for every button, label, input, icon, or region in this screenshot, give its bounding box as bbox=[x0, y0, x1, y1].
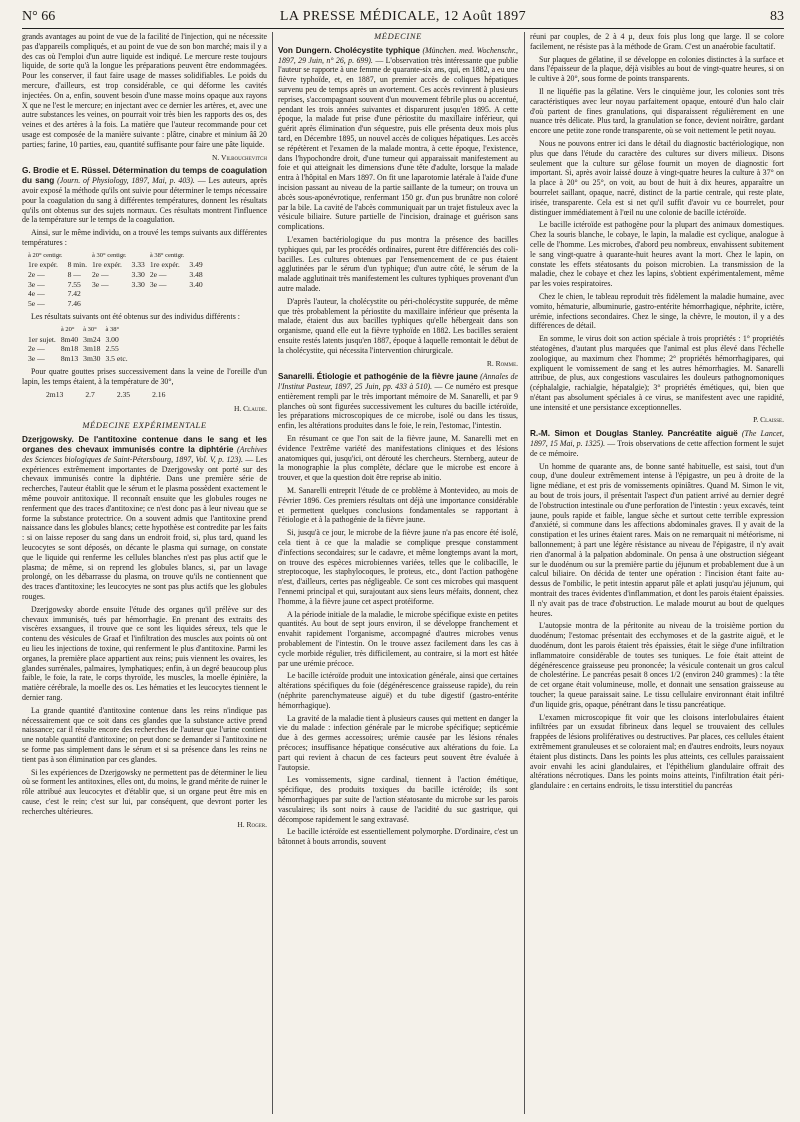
paragraph: Les résultats suivants ont été obtenus sur des individus différents : bbox=[31, 312, 240, 322]
table-cell: 3.40 bbox=[189, 279, 203, 289]
paragraph: — Trois observations de cette affection forment le sujet de ce mémoire. bbox=[530, 439, 784, 458]
table-cell: 1re expér. bbox=[149, 260, 180, 270]
article-author: G. Brodie et E. Rüssel. bbox=[22, 166, 111, 176]
table-row bbox=[46, 390, 170, 400]
table-cell: 8 min. bbox=[67, 260, 87, 270]
paragraph: La gravité de la maladie tient à plusieurs causes qui mettent en danger la vie du malade : infection générale par le microbe spécifique; septicémie due à des germes accessoires; urémie causée par les lésions rénales précoces; insuffisance hépatique consécutive aux altérations du foie. La part qui revient à chacun de ces facteurs peut souvent être évaluée à l'autopsie. bbox=[278, 713, 518, 772]
table-cell: 3e — bbox=[149, 279, 167, 289]
table-cell: à 20° bbox=[60, 326, 75, 334]
table-temperatures bbox=[28, 251, 208, 309]
table-cell: à 20° centigr. bbox=[28, 251, 63, 259]
section-heading: MÉDECINE EXPÉRIMENTALE bbox=[82, 420, 207, 431]
table-cell: 1re expér. bbox=[91, 260, 122, 270]
table-cell: 1re expér. bbox=[28, 260, 58, 270]
signature: H. Roger. bbox=[237, 819, 267, 829]
table-cell: 8 — bbox=[67, 269, 81, 279]
paragraph: Dzerjgowsky aborde ensuite l'étude des organes qu'il prélève sur des chevaux immunisés, tués par hémorrhagie. En prenant des extraits des viscères exsangues, il trouve que ce sont les liquides séreux, tels que le contenu des vésicules de Graaf et l'infiltration des muscles aux points où ont eu lieu les injections de toxine, qui renferment le plus d'antitoxine. Parmi les organes, la première place appartient aux reins; puis viennent les ovaires, les glandes surrénales, palmaires, lymphatiques; enfin, à un degré beaucoup plus faible, le foie, la rate, le corps thyroïde, les muscles, la moelle épinière, la matière cérébrale, la moelle des os. Les hématies et les leucocytes tiennent le dernier rang. bbox=[22, 604, 267, 702]
table-cell: 3.49 bbox=[189, 260, 203, 270]
table-cell: à 30° bbox=[83, 326, 97, 334]
article-brodie bbox=[22, 166, 267, 225]
paragraph: Si les expériences de Dzerjgowsky ne permettent pas de déterminer le lieu où se forment les antitoxines, elles ont, du moins, le grand mérite de ruiner le rôle attribué aux leucocytes et d'établir que, si un organe peut être mis en cause, c'est le rein; c'est sur lui, par conséquent, que devront porter les recherches ultérieures. bbox=[22, 767, 267, 816]
table-cell: 3.30 bbox=[131, 269, 145, 279]
article-title: De l'antitoxine contenue dans le sang et les organes des chevaux immunisés contre la diphtérie bbox=[22, 435, 267, 455]
signature: R. Romme. bbox=[486, 358, 518, 368]
column-2 bbox=[278, 32, 518, 1114]
page-number: 83 bbox=[770, 9, 784, 24]
table-cell: 8m13 bbox=[60, 353, 79, 363]
paragraph: A la période initiale de la maladie, le microbe spécifique existe en petites quantités. Au bout de sept jours environ, il se développe franchement et envahit rapidement l'organisme, accompagné d'autres microbes venus probablement de l'intestin. On le trouve assez facilement dans les cas à cycle morbide régulier, très difficilement, au contraire, si la mort est hâtée par une urémie précoce. bbox=[278, 609, 518, 668]
column-rule bbox=[272, 32, 273, 1114]
article-author: Von Dungern. bbox=[278, 45, 332, 55]
table-cell: à 38° bbox=[105, 326, 120, 334]
signature: P. Claisse. bbox=[753, 415, 784, 425]
table-cell: 2e — bbox=[28, 269, 45, 279]
article-title: Étiologie et pathogénie de la fièvre jaune bbox=[316, 372, 478, 382]
table-cell: 3e — bbox=[28, 353, 45, 363]
table-cell: 2m13 bbox=[46, 390, 64, 400]
article-author: R.-M. Simon et Douglas Stanley. bbox=[530, 429, 664, 439]
table-subjects bbox=[28, 325, 133, 363]
signature: N. Vilbouchevitch bbox=[212, 152, 267, 162]
table-cell: 3e — bbox=[91, 279, 109, 289]
paragraph: Chez le chien, le tableau reproduit très fidèlement la maladie humaine, avec vomito, hématurie, albuminurie, gastro-entérite hémorrhagique, néphrite, ictère, urémie, infections secondaires. Chez le singe, la chèvre, le mouton, il y a des différences de détail. bbox=[530, 291, 784, 331]
table-row bbox=[28, 335, 133, 345]
section-heading: MÉDECINE bbox=[374, 32, 422, 41]
table-cell: 3m30 bbox=[83, 353, 101, 363]
table-cell: 2.16 bbox=[152, 390, 166, 400]
table-cell bbox=[132, 251, 150, 261]
article-reference: (Annales de l'Institut Pasteur, 1897, 25 Juin, pp. 433 à 510). bbox=[278, 372, 518, 392]
signature: H. Claude. bbox=[234, 403, 267, 413]
paragraph: D'après l'auteur, la cholécystite ou péri-cholécystite suppurée, de même que très probablement la périostite du maxillaire inférieur que présenta la malade, étaient dus aux bacilles typhiques qu'elle hébergeait dans son organisme, quand elle eut la fièvre typhoïde en 1882. Les bacilles seraient ensuite restés latents jusqu'en 1887, époque à laquelle remontait le début de la cholécystite, qui nécessita l'intervention chirurgicale. bbox=[278, 296, 518, 355]
paragraph: En résumant ce que l'on sait de la fièvre jaune, M. Sanarelli met en évidence l'extrême variété des manifestations cliniques et des lésions anatomiques qui, jusqu'ici, ont dérouté les chercheurs. Sternberg, auteur de la monographie la plus complète, déclare que le microbe est encore à trouver, et que la question doit être reprise ab initio. bbox=[278, 434, 518, 483]
paragraph: Pour quatre gouttes prises successivement dans la veine de l'oreille d'un lapin, les temps étaient, à la température de 30°, bbox=[22, 367, 267, 387]
paragraph: Le bacille ictéroïde est pathogène pour la plupart des animaux domestiques. Chez la souris blanche, le cobaye, le lapin, la maladie est cyclique, analogue à celle de l'homme. Les microbes, d'abord peu nombreux, envahissent subitement le sang vingt-quatre à quarante-huit heures avant la mort. Chez le lapin, on constate les effets stéatosants du poison microbien. La transmission de la maladie, chez le cobaye et chez les lapins, s'obtient expérimentalement, même par les voies respiratoires. bbox=[530, 220, 784, 289]
article-author: Sanarelli. bbox=[278, 372, 315, 382]
issue-number: N° 66 bbox=[22, 9, 56, 24]
table-row bbox=[28, 270, 208, 280]
article-dzerjgowsky bbox=[22, 435, 267, 602]
table-header bbox=[28, 325, 133, 335]
table-cell: à 38° centigr. bbox=[149, 251, 185, 259]
table-cell: 3m18 bbox=[83, 344, 101, 354]
journal-title: LA PRESSE MÉDICALE, 12 Août 1897 bbox=[279, 9, 527, 24]
table-cell: 3.48 bbox=[189, 269, 203, 279]
paragraph: — L'observation très intéressante que publie l'auteur se rapporte à une femme de quarante-six ans, qui, en 1882, a eu une fièvre typhoïde, et, en 1887, un premier accès de coliques hépatiques survenu peu de temps après un avortement. Ces accès revinrent à plusieurs reprises, s'accompagnant souvent d'un mouvement fébrile plus ou accentué, pendant les trois années suivantes et disparurent jusqu'en 1895. A cette époque, la malade fut prise d'une périostite du maxillaire inférieur, qui guérit après élimination d'un séquestre, puis elle présenta deux mois plus tard, en Décembre 1895, un nouvel accès de coliques hépatiques. Les accès se répétèrent et l'examen de la malade montra, à cette époque, l'existence, dans l'hypochondre droit, d'une tumeur qui apparaissait manifestement au foie et qui atteignait les dimensions d'une tête d'adulte, lorsque la malade entra à l'hôpital en Mars 1897. On fit une laparotomie latérale à l'aide d'une incision passant au niveau de la partie saillante de la tumeur; on trouva un abcès sous-aponévrotique, renfermant 150 gr. d'un pus brunâtre non coloré par la bile. La cavité de l'abcès communiquait par un trajet fistuleux avec la vésicule biliaire. Suture partielle de l'incision, drainage et guérison sans complications. bbox=[278, 55, 518, 232]
table-cell: 7.46 bbox=[67, 298, 81, 308]
table-cell: 2.7 bbox=[85, 390, 95, 400]
table-cell: 5e — bbox=[28, 298, 45, 308]
table-cell: 4e — bbox=[28, 289, 45, 299]
paragraph: Les vomissements, signe cardinal, tiennent à l'action émétique, spécifique, des produits toxiques du bacille ictéroïde; ils sont hémorrhagiques par suite de l'action stéatosante du microbe sur les parois vasculaires; ils sont noirs à cause de l'acidité du suc gastrique, qui décompose rapidement le sang extravasé. bbox=[278, 775, 518, 824]
column-3 bbox=[530, 32, 784, 1114]
table-row bbox=[28, 289, 208, 299]
paragraph: Le bacille ictéroïde est essentiellement polymorphe. D'ordinaire, c'est un bâtonnet à bouts arrondis, souvent bbox=[278, 827, 518, 847]
paragraph: Le bacille ictéroïde produit une intoxication générale, ainsi que certaines altérations spécifiques du foie (dégénérescence graisseuse rapide), du rein (néphrite parenchymateuse aiguë) et du tube digestif (gastro-entérite hémorrhagique). bbox=[278, 671, 518, 710]
table-cell: 3m24 bbox=[83, 334, 101, 344]
article-author: Dzerjgowsky. bbox=[22, 435, 74, 445]
table-header bbox=[28, 251, 208, 261]
table-row bbox=[28, 354, 133, 364]
table-row bbox=[28, 260, 208, 270]
table-cell: 3.00 bbox=[105, 334, 119, 344]
paragraph: M. Sanarelli entreprit l'étude de ce problème à Montevideo, au mois de Février 1896. Ces premiers résultats ont déjà une importance considérable et permettent quelques conclusions fondamentales se rapportant à l'étiologie et à la pathogénie de la fièvre jaune. bbox=[278, 486, 518, 525]
table-row bbox=[28, 299, 208, 309]
column-1 bbox=[22, 32, 267, 1114]
table-row bbox=[28, 280, 208, 290]
table-cell: 2e — bbox=[91, 269, 109, 279]
paragraph: — Ce numéro est presque entièrement rempli par le très important mémoire de M. Sanarelli, et par 9 planches où sont figurées successivement les cultures du bacille ictéroïde, les préparations microscopiques de ce microbe, isolé ou dans les tissus, enfin, les altérations produites dans le foie, le rein, l'estomac, l'intestin. bbox=[278, 382, 518, 431]
paragraph: Il ne liquéfie pas la gélatine. Vers le cinquième jour, les colonies sont très caractéristiques avec leur noyau parfaitement opaque, entouré d'un halo clair d'où partent de fines granulations, qui disparaissent régulièrement en une nuance très délicate. Plus tard, la granulation se fonce, devient noirâtre, gardant encore une petite zone ronde transparente, où se voit nettement le petit noyau. bbox=[530, 86, 784, 136]
article-sanarelli bbox=[278, 372, 518, 431]
table-cell bbox=[68, 251, 92, 261]
table-cell bbox=[189, 251, 207, 261]
table-cell: 1er sujet. bbox=[28, 334, 56, 344]
table-cell: 2e — bbox=[28, 344, 45, 354]
table-cell: 2.35 bbox=[116, 390, 131, 400]
paragraph: Un homme de quarante ans, de bonne santé habituelle, est saisi, tout d'un coup, d'une douleur extrêmement intense à l'épigastre, un peu à droite de la ligne médiane, et est pris de vomissements opiniâtres. Quand M. Simon le vit, au bout de trois jours, il présentait l'aspect d'un patient arrivé au dernier degré de l'obstruction intestinale ou d'une perforation de l'intestin : yeux excavés, teint jaune, pouls rapide et faible, langue sèche et surtout cette terrible expression d'anxiété, si commune dans les affections abdominales graves. Il y avait de la constipation et les urines étaient rares. Mais on ne remarquait ni météorisme, ni ballonnement; à part une légère résistance au niveau de l'épigastre, il n'y avait rien d'anormal à la palpation abdominale. On pensa à une obstruction siégeant sur le duodénum ou sur la première partie du jéjunum et probablement due à un calcul biliaire. On décida de tenter une opération : l'incision étant faite au-dessus de l'ombilic, le petit intestin apparut pâle et aplati jusqu'au jéjunum, qui montrait des traces évidentes d'inflammation, et dont les parois étaient épaissies. Il n'y avait pas de trace d'obstruction. Le malade mourut au bout de quelques heures. bbox=[530, 461, 784, 618]
table-cell: 2e — bbox=[149, 269, 167, 279]
article-reference: (Archives des Sciences biologiques de Saint-Pétersbourg, 1897, Vol. V, p. 123). bbox=[22, 445, 267, 464]
article-reference: (Journ. of Physiology, 1897, Mai, p. 403). bbox=[57, 176, 195, 186]
article-simon-stanley bbox=[530, 429, 784, 458]
page-header bbox=[22, 8, 784, 29]
table-cell: 8m18 bbox=[60, 344, 79, 354]
column-rule bbox=[524, 32, 525, 1114]
article-title: Détermination du temps de coagulation du sang bbox=[22, 166, 267, 186]
table-cell: 2.55 bbox=[105, 344, 119, 354]
table-rabbit bbox=[46, 390, 170, 400]
paragraph: Si, jusqu'à ce jour, le microbe de la fièvre jaune n'a pas encore été isolé, cela tient à ce que la maladie se complique presque constamment d'infections secondaires; sur le cadavre, et même longtemps avant la mort, on trouve des espèces microbiennes variées, telles que le colibacille, le streptocoque, les staphylocoques, le proteus, etc., dont l'action pathogène n'est, d'ailleurs, certes pas négligeable. Ce sont ces microbes qui masquent l'ennemi principal et qui, surajoutant aux siens leurs méfaits, donnent, chez l'homme, à la fièvre jaune cet aspect protéiforme. bbox=[278, 528, 518, 606]
paragraph: — Les expériences extrêmement importantes de Dzerjgowsky ont porté sur des chevaux immunisés contre la diphtérie. Dans une première série de recherches, l'auteur établit que le sérum et le plasma possèdent exactement le même pouvoir antitoxique. Il reconnaît ensuite que les globules rouges ne renferment que des traces d'antitoxine; ce n'est donc pas à leur niveau que se forme la substance protectrice. On a souvent admis que l'antitoxine prend naissance dans les globules blancs; cette hypothèse est contredite par les faits : si on laisse reposer du sang dans un endroit froid, si, plus tard, quand les leucocytes se sont déposés, on décante le plasma qui surnage, on constate que le liquide qui renferme les cellules blanches n'est pas plus actif que le plasma; de même, si on reprend les globules blancs, si, par un lavage prolongé, on les débarrasse du plasma, on trouve qu'ils ne contiennent que des traces d'antitoxine; les leucocytes ne sont pas plus actifs que les globules rouges. bbox=[22, 454, 267, 601]
paragraph: Nous ne pouvons entrer ici dans le détail du diagnostic bactériologique, non plus que dans l'étude du caractère des cultures sur divers milieux. Disons seulement que la culture sur gélose fournit un moyen de diagnostic fort important. Si, après avoir laissé douze à vingt-quatre heures la culture à 37° on la place à 20° ou 25°, on voit, au bout de huit à dix heures, apparaître un bourrelet saillant, opaque, nacré, distinct de la partie centrale, qui reste plate, irisée, transparente. Cela est si net qu'il suffit d'avoir vu ce bourrelet, pour distinguer immédiatement à l'œil nu une colonie de bacille ictéroïde. bbox=[530, 138, 784, 217]
table-cell: 3.33 bbox=[131, 260, 145, 270]
paragraph: Ainsi, sur le même individu, on a trouvé les temps suivants aux différentes températures : bbox=[22, 228, 267, 247]
table-cell: 8m40 bbox=[60, 334, 79, 344]
article-title: Pancréatite aiguë bbox=[667, 429, 738, 439]
article-reference: (The Lancet, 1897, 15 Mai, p. 1325). bbox=[530, 429, 784, 449]
table-cell: 3.5 etc. bbox=[105, 353, 128, 363]
table-cell: 3e — bbox=[28, 279, 45, 289]
article-reference: (München. med. Wochenschr., 1897, 29 Juin, n° 26, p. 699). bbox=[278, 45, 518, 65]
paragraph: L'examen bactériologique du pus montra la présence des bacilles typhiques qui, par les procédés ordinaires, purent être différenciés des coli-bacilles. Les cultures obtenues par l'ensemencement de ce pus étaient agglutinées par le sérum d'un typhique; d'un autre côté, le sérum de la malade agglutinait très manifestement les cultures typhiques provenant d'un autre malade. bbox=[278, 234, 518, 293]
paragraph: grands avantages au point de vue de la facilité de l'injection, qui ne nécessite pas d'appareils compliqués, et au point de vue de son bon marché; mais il y a des cas où l'emploi d'un autre liquide est indiqué. Le mercure reste toujours liquide, de sorte qu'à la longue les préparations peuvent être endommagées. Pour les conserver, il faut faire usage de masses solidifiables. Le poids du mercure, d'ailleurs, est trop considérable, ce qui déforme les cavités injectées. On a, enfin, souvent besoin d'une masse moins opaque aux rayons X que ne l'est le mercure; en injectant avec ce dernier les artères, et, avec une autre substances les veines, on pourrait voir très bien les rapports des os, des veines et des artères à la fois. La matière que l'auteur recommande pour cet usage est composée de la manière suivante : plâtre, cinabre et minium ââ 20 parties; farine, 10 parties, eau, quantité suffisante pour faire une pâte liquide. bbox=[22, 32, 267, 149]
article-title: Cholécystite typhique bbox=[334, 45, 420, 55]
table-cell: 7.42 bbox=[67, 289, 81, 299]
paragraph: L'autopsie montra de la péritonite au niveau de la troisième portion du duodénum; l'estomac présentait des ecchymoses et de la gastrite aiguë, et le duodénum, dont les parois étaient très épaissies, était le siège d'une infiltration inflammatoire considérable de toutes ses tuniques. Le foie était atteint de dégénérescence graisseuse peu prononcée; la vésicule contenait un gros calcul de cholestérine. Le pancréas pesait 8 onces 1/2 (environ 240 grammes) : la tête de cet organe était volumineuse, molle, et donnait une sensation graisseuse au toucher; la queue paraissait saine. Le tissu cellulaire environnant était infiltré d'un liquide gris, opaque, pénétrant dans le tissu pancréatique. bbox=[530, 621, 784, 709]
table-cell: 3.30 bbox=[131, 279, 145, 289]
paragraph: En somme, le virus doit son action spéciale à trois propriétés : 1° propriétés stéatogènes, d'autant plus marquées que l'animal est plus élevé dans l'échelle zoologique, au maximum chez l'homme; 2° propriétés hémorrhagipares, qui expliquent le vomissement de sang et les autres hémorrhagies. M. Sanarelli attribue, de plus, aux congestions vasculaires les douleurs pathognomoniques (céphalalgie, rachialgie, hépatalgie); 3° propriétés émétiques, qui, bien que n'étant pas absolument spéciales à ce virus, se manifestent avec une rapidité, une intensité et une persistance exceptionnelles. bbox=[530, 334, 784, 412]
paragraph: — Les auteurs, après avoir exposé la méthode qu'ils ont suivie pour déterminer le temps nécessaire pour la coagulation du sang à différentes températures, donnent les résultats qu'ils ont obtenus sur des sujets normaux. Ces résultats montrent l'influence de la température sur le temps de la coagulation. bbox=[22, 176, 267, 225]
table-row bbox=[28, 344, 133, 354]
paragraph: La grande quantité d'antitoxine contenue dans les reins n'indique pas nécessairement que ce soit dans ces glandes que la substance active prend naissance; car il résulte encore des recherches de l'auteur que l'urine contient une notable quantité d'antitoxine; on peut donc se demander si l'antitoxine ne se forme pas simplement dans le sérum et si sa présence dans les reins ne tient pas à son élimination par ces glandes. bbox=[22, 705, 267, 764]
paragraph: réuni par couples, de 2 à 4 µ, deux fois plus long que large. Il se colore facilement, ne résiste pas à la méthode de Gram. C'est un anaérobie facultatif. bbox=[530, 32, 784, 51]
article-von-dungern bbox=[278, 46, 518, 232]
paragraph: Sur plaques de gélatine, il se développe en colonies distinctes à la surface et dans l'épaisseur de la plaque, déjà visibles au bout de vingt-quatre heures, si on le cultive à 20°, sous forme de points transparents. bbox=[530, 54, 784, 84]
paragraph: L'examen microscopique fit voir que les cloisons interlobulaires étaient infiltrées par un exsudat fibrineux dans lequel se trouvaient des cellules frappées de lésions prolifératives ou destructives. Par places, ces cellules étaient extrêmement granuleuses et se coloraient mal; en d'autres endroits, leurs noyaux étaient plus distincts. Dans les points les plus atteints, ces cellules paraissaient avoir envahi les acini glandulaires, et l'épithélium glandulaire offrait des altérations nécrotiques. Dans les points moins atteints, l'infiltration était péri-glandulaire : en certains endroits, le tissu interstitiel du pancréas bbox=[530, 712, 784, 791]
table-cell: 7.55 bbox=[67, 279, 81, 289]
table-cell: à 30° centigr. bbox=[91, 251, 127, 259]
